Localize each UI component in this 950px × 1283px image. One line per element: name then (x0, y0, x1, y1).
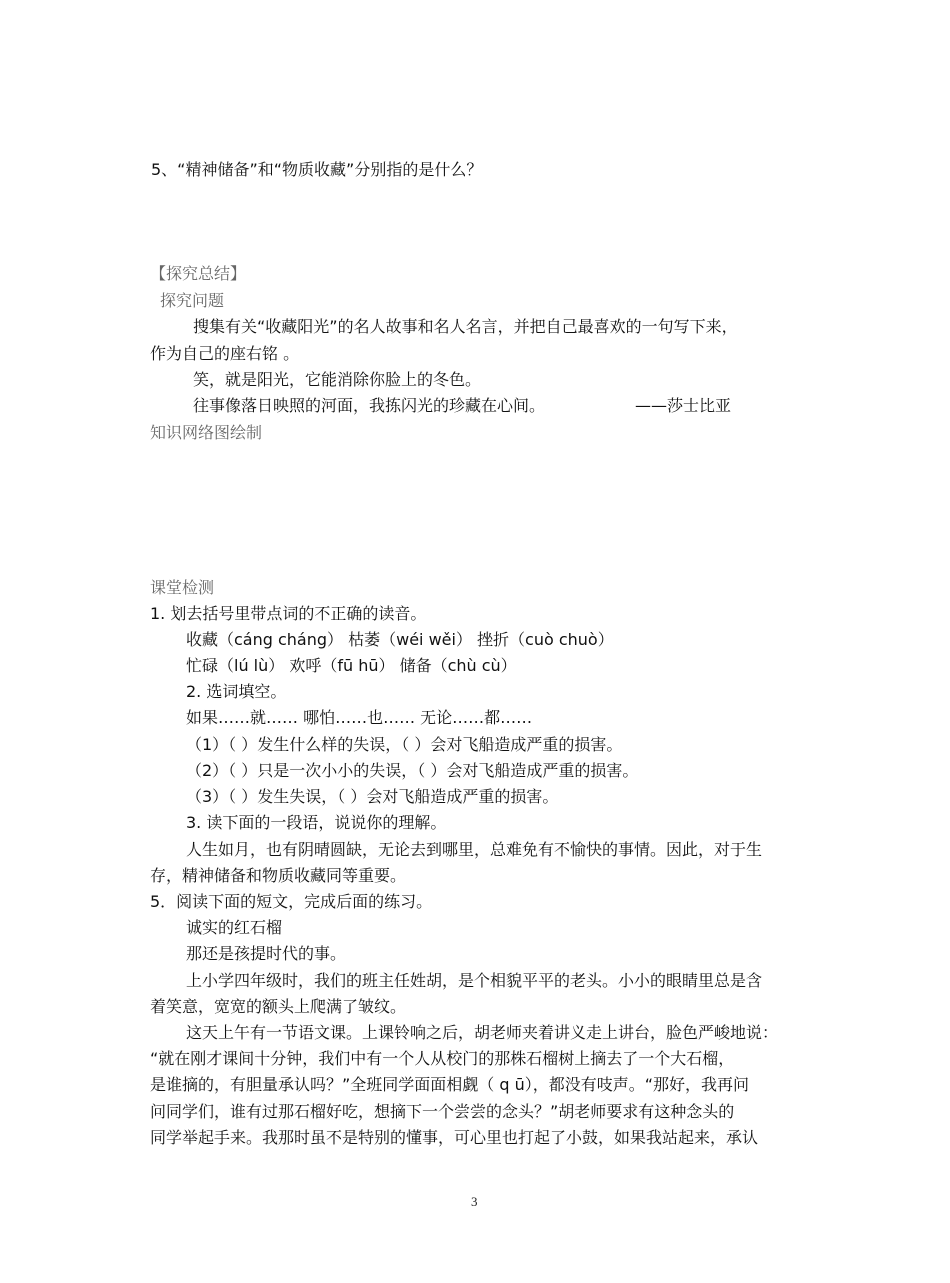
fill-blank-sentence: （1）（ ）发生什么样的失误，（ ）会对飞船造成严重的损害。 (186, 735, 623, 754)
question-5-reading: 5．阅读下面的短文，完成后面的练习。 (150, 892, 433, 911)
story-title: 诚实的红石榴 (186, 918, 283, 937)
section-heading-knowledge-map: 知识网络图绘制 (150, 423, 263, 442)
paragraph-line: 人生如月，也有阴晴圆缺，无论去到哪里，总难免有不愉快的事情。因此，对于生 (186, 840, 763, 859)
page-number: 3 (471, 1194, 478, 1209)
quote-line: 笑，就是阳光，它能消除你脸上的冬色。 (193, 370, 482, 389)
question-1: 1. 划去括号里带点词的不正确的读音。 (150, 604, 427, 623)
story-line: 这天上午有一节语文课。上课铃响之后，胡老师夹着讲义走上讲台，脸色严峻地说： (186, 1023, 779, 1042)
question-5: 5、“精神储备”和“物质收藏”分别指的是什么？ (151, 160, 483, 179)
fill-blank-sentence: （3）（ ）发生失误，（ ）会对飞船造成严重的损害。 (186, 787, 559, 806)
section-heading-summary: 【探究总结】 (150, 264, 247, 283)
story-line: 同学举起手来。我那时虽不是特别的懂事，可心里也打起了小鼓，如果我站起来，承认 (150, 1128, 759, 1147)
paragraph-line: 存，精神储备和物质收藏同等重要。 (150, 866, 407, 885)
story-line: 那还是孩提时代的事。 (186, 944, 347, 963)
quote-line: 往事像落日映照的河面，我拣闪光的珍藏在心间。 (193, 396, 546, 415)
fill-blank-sentence: （2）（ ）只是一次小小的失误，（ ）会对飞船造成严重的损害。 (186, 761, 639, 780)
story-line: 着笑意，宽宽的额头上爬满了皱纹。 (150, 997, 407, 1016)
question-2: 2. 选词填空。 (186, 682, 287, 701)
pinyin-row: 忙碌（lú lù） 欢呼（fū hū） 储备（chù cù） (186, 656, 517, 675)
quote-author: ——莎士比亚 (635, 396, 732, 415)
paragraph-line: 作为自己的座右铭 。 (150, 344, 300, 363)
question-3: 3. 读下面的一段语，说说你的理解。 (186, 813, 447, 832)
story-line: 是谁摘的，有胆量承认吗？”全班同学面面相觑（ q ū），都没有吱声。“那好，我再问 (150, 1075, 750, 1094)
subheading-explore-question: 探究问题 (160, 291, 225, 310)
word-choices: 如果……就…… 哪怕……也…… 无论……都…… (186, 708, 533, 727)
story-line: “就在刚才课间十分钟，我们中有一个人从校门的那株石榴树上摘去了一个大石榴， (150, 1049, 735, 1068)
paragraph-line: 搜集有关“收藏阳光”的名人故事和名人名言，并把自己最喜欢的一句写下来， (193, 317, 738, 336)
story-line: 问同学们，谁有过那石榴好吃，想摘下一个尝尝的念头？”胡老师要求有这种念头的 (150, 1102, 735, 1121)
pinyin-row: 收藏（cáng cháng） 枯萎（wéi wěi） 挫折（cuò chuò） (186, 630, 614, 649)
section-heading-quiz: 课堂检测 (150, 578, 215, 597)
story-line: 上小学四年级时，我们的班主任姓胡，是个相貌平平的老头。小小的眼睛里总是含 (186, 971, 763, 990)
